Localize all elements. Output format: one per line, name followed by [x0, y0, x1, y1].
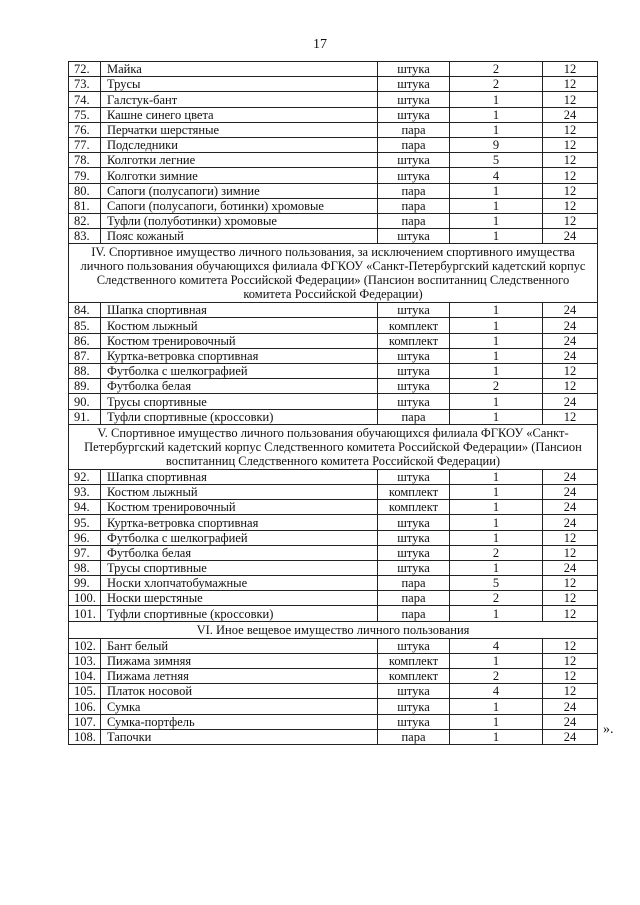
table-row — [69, 484, 598, 499]
item-number: 88. — [69, 364, 101, 379]
item-unit: штука — [378, 714, 450, 729]
item-name: Носки шерстяные — [101, 591, 378, 606]
item-unit: штука — [378, 77, 450, 92]
item-number: 96. — [69, 530, 101, 545]
items-body — [69, 62, 598, 745]
item-number: 84. — [69, 303, 101, 318]
item-quantity: 4 — [450, 684, 543, 699]
item-name: Туфли спортивные (кроссовки) — [101, 606, 378, 621]
item-name: Колготки зимние — [101, 168, 378, 183]
item-unit: штука — [378, 348, 450, 363]
item-name: Пижама летняя — [101, 669, 378, 684]
item-number: 105. — [69, 684, 101, 699]
table-row — [69, 168, 598, 183]
item-quantity: 1 — [450, 333, 543, 348]
item-number: 78. — [69, 153, 101, 168]
item-name: Шапка спортивная — [101, 469, 378, 484]
item-name: Бант белый — [101, 638, 378, 653]
table-row — [69, 714, 598, 729]
item-number: 95. — [69, 515, 101, 530]
item-name: Футболка белая — [101, 379, 378, 394]
item-quantity: 1 — [450, 714, 543, 729]
section-title: V. Спортивное имущество личного пользования обучающихся филиала ФГКОУ «Санкт-Петербургский кадетский корпус Следственного комитета Российской Федерации» (Пансион воспитанниц Следственного комитета Российской Федерации) — [69, 424, 598, 469]
table-row — [69, 653, 598, 668]
item-number: 89. — [69, 379, 101, 394]
section-header-row — [69, 244, 598, 303]
item-wear-period: 24 — [543, 348, 598, 363]
item-quantity: 1 — [450, 92, 543, 107]
table-row — [69, 515, 598, 530]
item-name: Колготки легние — [101, 153, 378, 168]
item-name: Сумка-портфель — [101, 714, 378, 729]
item-name: Перчатки шерстяные — [101, 122, 378, 137]
item-quantity: 1 — [450, 560, 543, 575]
item-quantity: 1 — [450, 484, 543, 499]
item-quantity: 1 — [450, 213, 543, 228]
item-wear-period: 12 — [543, 168, 598, 183]
item-quantity: 1 — [450, 229, 543, 244]
item-number: 90. — [69, 394, 101, 409]
item-quantity: 1 — [450, 653, 543, 668]
table-row — [69, 409, 598, 424]
item-wear-period: 12 — [543, 669, 598, 684]
item-unit: штука — [378, 530, 450, 545]
item-wear-period: 24 — [543, 500, 598, 515]
item-number: 83. — [69, 229, 101, 244]
item-quantity: 1 — [450, 348, 543, 363]
item-quantity: 2 — [450, 77, 543, 92]
item-quantity: 2 — [450, 591, 543, 606]
item-number: 73. — [69, 77, 101, 92]
item-wear-period: 12 — [543, 92, 598, 107]
item-name: Костюм лыжный — [101, 318, 378, 333]
item-name: Платок носовой — [101, 684, 378, 699]
item-quantity: 2 — [450, 669, 543, 684]
item-unit: штука — [378, 469, 450, 484]
item-name: Футболка с шелкографией — [101, 530, 378, 545]
item-number: 79. — [69, 168, 101, 183]
item-name: Пояс кожаный — [101, 229, 378, 244]
item-name: Костюм тренировочный — [101, 500, 378, 515]
item-unit: комплект — [378, 484, 450, 499]
item-number: 106. — [69, 699, 101, 714]
item-unit: штука — [378, 92, 450, 107]
item-name: Куртка-ветровка спортивная — [101, 348, 378, 363]
item-name: Шапка спортивная — [101, 303, 378, 318]
item-name: Костюм лыжный — [101, 484, 378, 499]
item-wear-period: 12 — [543, 606, 598, 621]
item-wear-period: 12 — [543, 409, 598, 424]
item-name: Сапоги (полусапоги) зимние — [101, 183, 378, 198]
item-wear-period: 12 — [543, 198, 598, 213]
item-name: Куртка-ветровка спортивная — [101, 515, 378, 530]
item-wear-period: 12 — [543, 653, 598, 668]
item-wear-period: 12 — [543, 530, 598, 545]
item-unit: штука — [378, 62, 450, 77]
table-row — [69, 394, 598, 409]
item-number: 103. — [69, 653, 101, 668]
item-wear-period: 12 — [543, 364, 598, 379]
item-quantity: 1 — [450, 303, 543, 318]
item-name: Трусы спортивные — [101, 394, 378, 409]
page-number: 17 — [313, 37, 327, 52]
item-quantity: 1 — [450, 500, 543, 515]
section-title: IV. Спортивное имущество личного пользования, за исключением спортивного имущества личного пользования обучающихся филиала ФГКОУ «Санкт-Петербургский кадетский корпус Следственного комитета Российской Федерации» (Пансион воспитанниц Следственного комитета Российской Федерации) — [69, 244, 598, 303]
item-unit: штука — [378, 168, 450, 183]
table-row — [69, 530, 598, 545]
table-row — [69, 229, 598, 244]
item-quantity: 1 — [450, 364, 543, 379]
item-name: Носки хлопчатобумажные — [101, 576, 378, 591]
item-number: 80. — [69, 183, 101, 198]
item-quantity: 1 — [450, 318, 543, 333]
table-row — [69, 153, 598, 168]
item-quantity: 1 — [450, 183, 543, 198]
item-wear-period: 12 — [543, 684, 598, 699]
item-wear-period: 12 — [543, 153, 598, 168]
item-name: Галстук-бант — [101, 92, 378, 107]
item-number: 81. — [69, 198, 101, 213]
table-row — [69, 576, 598, 591]
item-name: Майка — [101, 62, 378, 77]
item-unit: штука — [378, 699, 450, 714]
item-name: Подследники — [101, 137, 378, 152]
table-row — [69, 213, 598, 228]
table-row — [69, 318, 598, 333]
item-unit: пара — [378, 606, 450, 621]
item-number: 100. — [69, 591, 101, 606]
item-name: Сапоги (полусапоги, ботинки) хромовые — [101, 198, 378, 213]
item-quantity: 2 — [450, 62, 543, 77]
item-number: 75. — [69, 107, 101, 122]
item-number: 104. — [69, 669, 101, 684]
item-unit: комплект — [378, 669, 450, 684]
table-row — [69, 137, 598, 152]
item-quantity: 1 — [450, 394, 543, 409]
item-wear-period: 24 — [543, 714, 598, 729]
table-row — [69, 500, 598, 515]
section-header-row — [69, 621, 598, 638]
item-wear-period: 12 — [543, 122, 598, 137]
item-quantity: 1 — [450, 469, 543, 484]
item-name: Кашне синего цвета — [101, 107, 378, 122]
table-row — [69, 729, 598, 744]
item-quantity: 1 — [450, 515, 543, 530]
closing-quote: ». — [603, 722, 614, 737]
item-number: 102. — [69, 638, 101, 653]
item-quantity: 1 — [450, 122, 543, 137]
item-wear-period: 12 — [543, 137, 598, 152]
item-quantity: 4 — [450, 638, 543, 653]
item-number: 85. — [69, 318, 101, 333]
item-wear-period: 12 — [543, 545, 598, 560]
item-number: 86. — [69, 333, 101, 348]
item-quantity: 1 — [450, 699, 543, 714]
item-unit: штука — [378, 394, 450, 409]
item-number: 98. — [69, 560, 101, 575]
item-name: Трусы спортивные — [101, 560, 378, 575]
items-table — [68, 61, 598, 745]
item-unit: штука — [378, 107, 450, 122]
item-quantity: 1 — [450, 606, 543, 621]
table-row — [69, 560, 598, 575]
table-row — [69, 92, 598, 107]
item-wear-period: 12 — [543, 183, 598, 198]
item-wear-period: 24 — [543, 469, 598, 484]
item-quantity: 5 — [450, 576, 543, 591]
item-number: 82. — [69, 213, 101, 228]
item-wear-period: 12 — [543, 62, 598, 77]
table-row — [69, 606, 598, 621]
item-unit: комплект — [378, 500, 450, 515]
item-number: 101. — [69, 606, 101, 621]
item-wear-period: 12 — [543, 576, 598, 591]
table-row — [69, 77, 598, 92]
item-wear-period: 12 — [543, 638, 598, 653]
item-unit: пара — [378, 183, 450, 198]
table-row — [69, 303, 598, 318]
item-name: Футболка с шелкографией — [101, 364, 378, 379]
item-unit: пара — [378, 198, 450, 213]
item-quantity: 1 — [450, 409, 543, 424]
table-row — [69, 62, 598, 77]
item-quantity: 5 — [450, 153, 543, 168]
item-number: 74. — [69, 92, 101, 107]
table-row — [69, 684, 598, 699]
item-quantity: 1 — [450, 530, 543, 545]
item-unit: штука — [378, 638, 450, 653]
section-title: VI. Иное вещевое имущество личного пользования — [69, 621, 598, 638]
item-unit: пара — [378, 137, 450, 152]
item-name: Туфли (полуботинки) хромовые — [101, 213, 378, 228]
item-quantity: 9 — [450, 137, 543, 152]
item-number: 76. — [69, 122, 101, 137]
table-row — [69, 669, 598, 684]
item-wear-period: 24 — [543, 699, 598, 714]
item-wear-period: 12 — [543, 591, 598, 606]
item-wear-period: 24 — [543, 515, 598, 530]
item-number: 93. — [69, 484, 101, 499]
item-wear-period: 24 — [543, 303, 598, 318]
section-header-row — [69, 424, 598, 469]
item-quantity: 1 — [450, 107, 543, 122]
item-wear-period: 24 — [543, 484, 598, 499]
item-number: 87. — [69, 348, 101, 363]
item-unit: штука — [378, 684, 450, 699]
item-quantity: 1 — [450, 729, 543, 744]
item-unit: пара — [378, 729, 450, 744]
item-name: Пижама зимняя — [101, 653, 378, 668]
item-number: 108. — [69, 729, 101, 744]
item-wear-period: 12 — [543, 379, 598, 394]
item-unit: штука — [378, 515, 450, 530]
item-unit: штука — [378, 364, 450, 379]
item-wear-period: 24 — [543, 729, 598, 744]
table-row — [69, 333, 598, 348]
item-number: 77. — [69, 137, 101, 152]
item-unit: штука — [378, 153, 450, 168]
item-unit: комплект — [378, 653, 450, 668]
item-name: Футболка белая — [101, 545, 378, 560]
item-quantity: 2 — [450, 545, 543, 560]
item-unit: пара — [378, 213, 450, 228]
table-row — [69, 699, 598, 714]
table-row — [69, 638, 598, 653]
table-row — [69, 469, 598, 484]
item-number: 72. — [69, 62, 101, 77]
table-row — [69, 591, 598, 606]
item-name: Костюм тренировочный — [101, 333, 378, 348]
item-quantity: 1 — [450, 198, 543, 213]
item-quantity: 4 — [450, 168, 543, 183]
item-name: Тапочки — [101, 729, 378, 744]
table-row — [69, 348, 598, 363]
item-wear-period: 12 — [543, 77, 598, 92]
item-unit: комплект — [378, 318, 450, 333]
item-number: 97. — [69, 545, 101, 560]
item-number: 99. — [69, 576, 101, 591]
item-number: 94. — [69, 500, 101, 515]
table-row — [69, 379, 598, 394]
item-quantity: 2 — [450, 379, 543, 394]
table-row — [69, 545, 598, 560]
item-unit: пара — [378, 576, 450, 591]
item-name: Трусы — [101, 77, 378, 92]
item-unit: штука — [378, 229, 450, 244]
table-row — [69, 364, 598, 379]
table-row — [69, 183, 598, 198]
table-row — [69, 122, 598, 137]
item-wear-period: 24 — [543, 107, 598, 122]
item-name: Туфли спортивные (кроссовки) — [101, 409, 378, 424]
item-number: 92. — [69, 469, 101, 484]
item-number: 91. — [69, 409, 101, 424]
table-row — [69, 198, 598, 213]
item-unit: комплект — [378, 333, 450, 348]
item-number: 107. — [69, 714, 101, 729]
item-wear-period: 24 — [543, 333, 598, 348]
item-unit: штука — [378, 303, 450, 318]
item-name: Сумка — [101, 699, 378, 714]
item-wear-period: 24 — [543, 394, 598, 409]
item-unit: пара — [378, 409, 450, 424]
table-row — [69, 107, 598, 122]
item-unit: штука — [378, 545, 450, 560]
item-unit: пара — [378, 122, 450, 137]
item-wear-period: 24 — [543, 229, 598, 244]
item-unit: пара — [378, 591, 450, 606]
item-unit: штука — [378, 379, 450, 394]
item-unit: штука — [378, 560, 450, 575]
item-wear-period: 24 — [543, 560, 598, 575]
item-wear-period: 24 — [543, 318, 598, 333]
item-wear-period: 12 — [543, 213, 598, 228]
